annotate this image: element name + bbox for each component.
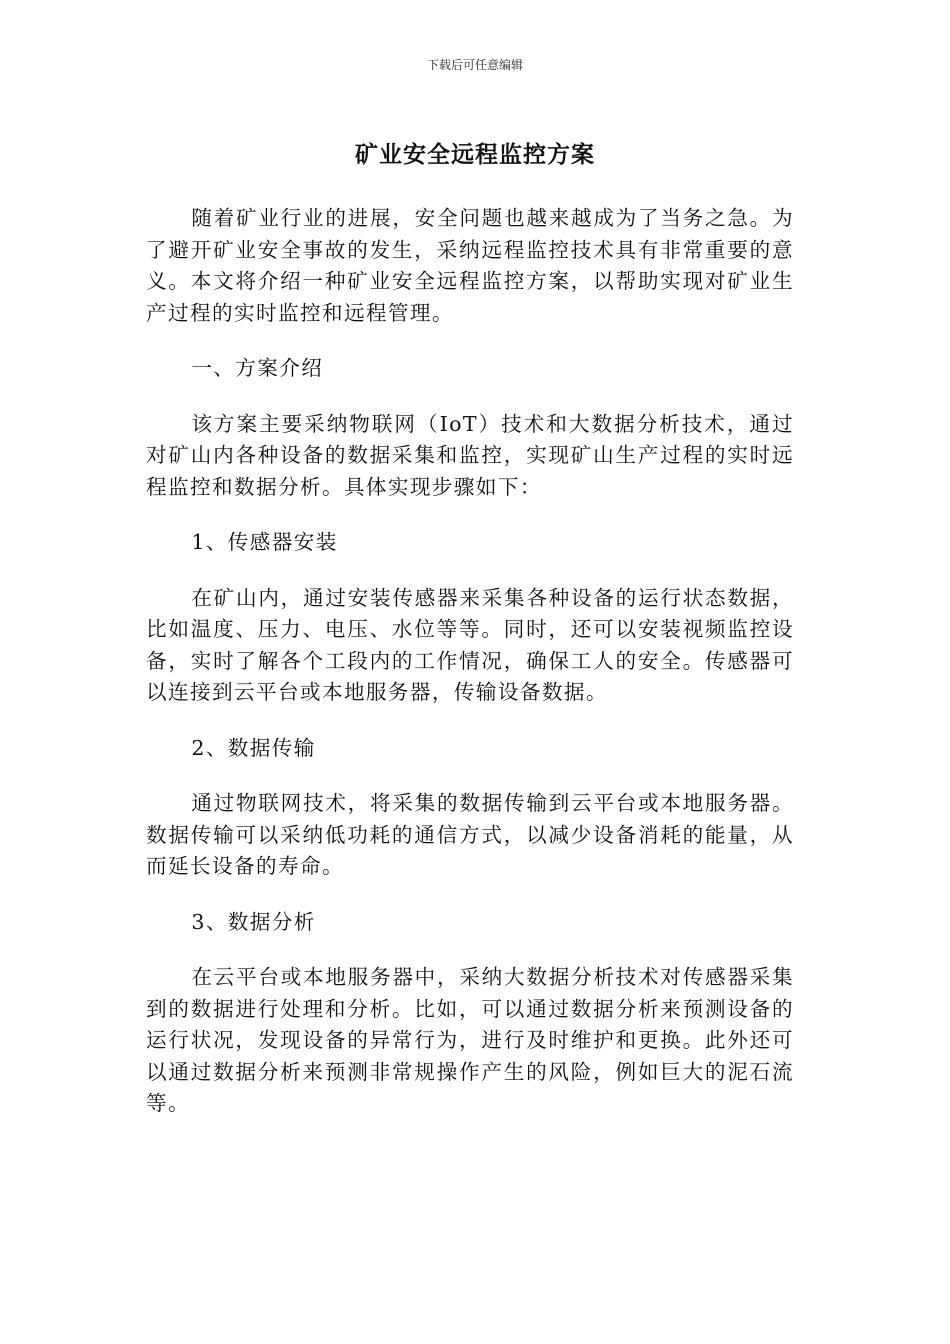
data-analysis-paragraph: 在云平台或本地服务器中，采纳大数据分析技术对传感器采集到的数据进行处理和分析。比如，可以通过数据分析来预测设备的运行状况，发现设备的异常行为，进行及时维护和更换。此外还可以通过数据分析来预测非常规操作产生的风险，例如巨大的泥石流等。 — [146, 965, 794, 1115]
data-transfer-paragraph: 通过物联网技术，将采集的数据传输到云平台或本地服务器。数据传输可以采纳低功耗的通信方式，以减少设备消耗的能量，从而延长设备的寿命。 — [146, 791, 794, 878]
intro-paragraph: 随着矿业行业的进展，安全问题也越来越成为了当务之急。为了避开矿业安全事故的发生，采纳远程监控技术具有非常重要的意义。本文将介绍一种矿业安全远程监控方案，以帮助实现对矿业生产过程的实时监控和远程管理。 — [146, 206, 794, 325]
document-title: 矿业安全远程监控方案 — [355, 142, 595, 168]
document-body — [146, 203, 794, 1144]
section-heading-scheme-intro: 一、方案介绍 — [191, 356, 324, 380]
sensor-install-paragraph: 在矿山内，通过安装传感器来采集各种设备的运行状态数据，比如温度、压力、电压、水位等等。同时，还可以安装视频监控设备，实时了解各个工段内的工作情况，确保工人的安全。传感器可以连接到云平台或本地服务器，传输设备数据。 — [146, 585, 794, 704]
step-heading-data-analysis: 3、数据分析 — [191, 909, 316, 934]
header-note: 下载后可任意编辑 — [426, 58, 523, 72]
step-heading-data-transfer: 2、数据传输 — [191, 735, 316, 760]
step-heading-sensor-install: 1、传感器安装 — [191, 530, 338, 554]
scheme-intro-paragraph: 该方案主要采纳物联网（IoT）技术和大数据分析技术，通过对矿山内各种设备的数据采集和监控，实现矿山生产过程的实时远程监控和数据分析。具体实现步骤如下： — [146, 411, 794, 499]
